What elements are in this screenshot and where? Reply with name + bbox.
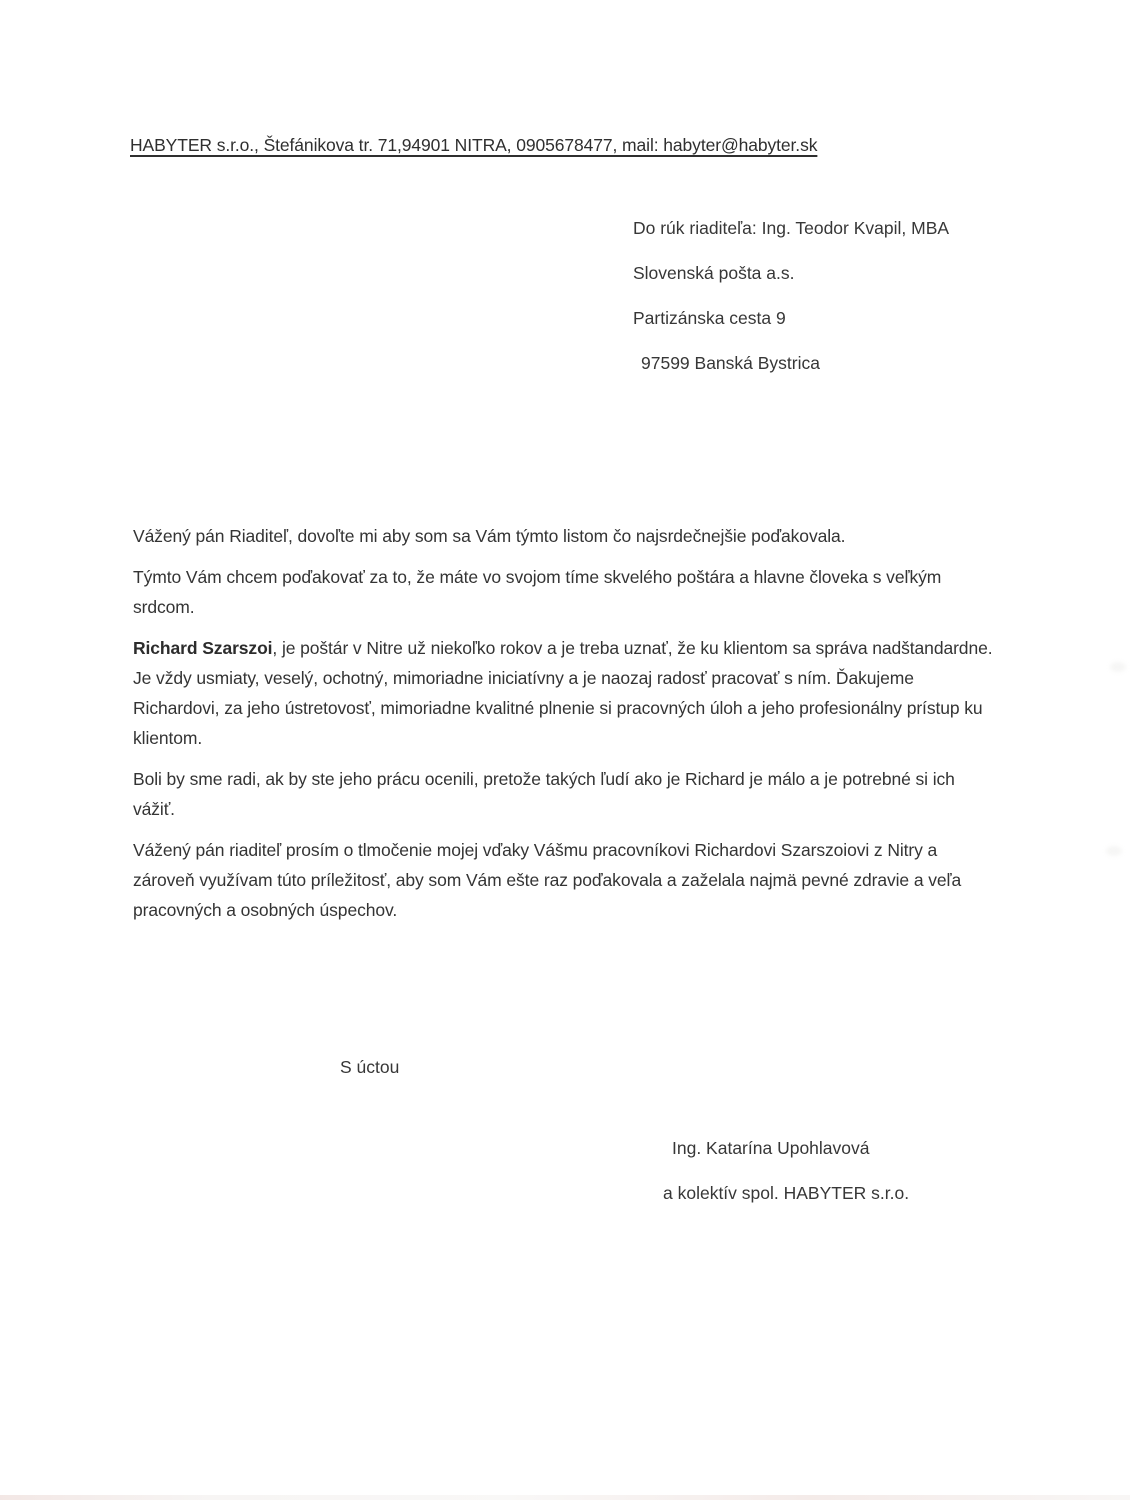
recipient-address-block xyxy=(633,219,949,399)
paragraph-thanks: Týmto Vám chcem poďakovať za to, že máte vo svojom tíme skvelého poštára a hlavne človeka s veľkým srdcom. xyxy=(133,567,942,617)
paragraph-farewell: Vážený pán riaditeľ prosím o tlmočenie mojej vďaky Vášmu pracovníkovi Richardovi Szarszoiovi z Nitry a zároveň využívam túto príležitosť, aby som Vám ešte raz poďakovala a zaželala najmä pevné zdravie a veľa pracovných a osobných úspechov. xyxy=(133,840,962,920)
postman-name: Richard Szarszoi xyxy=(133,638,273,658)
paragraph-praise-text: , je poštár v Nitre už niekoľko rokov a je treba uznať, že ku klientom sa správa nadštandardne. Je vždy usmiaty, veselý, ochotný, mimoriadne iniciatívny a je naozaj radosť pracovať s ním. Ďakujeme Richardovi, za jeho ústretovosť, mimoriadne kvalitné plnenie si pracovných úloh a jeho profesionálny prístup ku klientom. xyxy=(133,638,993,748)
recipient-attention-line: Do rúk riaditeľa: Ing. Teodor Kvapil, MBA xyxy=(633,218,950,238)
recipient-company: Slovenská pošta a.s. xyxy=(633,263,795,283)
scan-smudge xyxy=(1106,846,1122,856)
letterhead-company-line: HABYTER s.r.o., Štefánikova tr. 71,94901 NITRA, 0905678477, mail: habyter@habyter.sk xyxy=(130,135,818,155)
closing-phrase: S úctou xyxy=(340,1057,400,1077)
recipient-street: Partizánska cesta 9 xyxy=(633,308,786,328)
paragraph-salutation: Vážený pán Riaditeľ, dovoľte mi aby som sa Vám týmto listom čo najsrdečnejšie poďakovala. xyxy=(133,526,846,546)
letter-body xyxy=(133,521,995,936)
paragraph-praise xyxy=(133,633,995,753)
recipient-city: 97599 Banská Bystrica xyxy=(641,353,820,373)
signature-block xyxy=(663,1139,909,1229)
paragraph-request-recognition: Boli by sme radi, ak by ste jeho prácu ocenili, pretože takých ľudí ako je Richard je málo a je potrebné si ich vážiť. xyxy=(133,769,955,819)
signature-name: Ing. Katarína Upohlavová xyxy=(672,1138,870,1158)
signature-company: a kolektív spol. HABYTER s.r.o. xyxy=(663,1183,910,1203)
scan-smudge xyxy=(1110,662,1126,672)
scan-edge-artifact xyxy=(0,1495,1130,1500)
